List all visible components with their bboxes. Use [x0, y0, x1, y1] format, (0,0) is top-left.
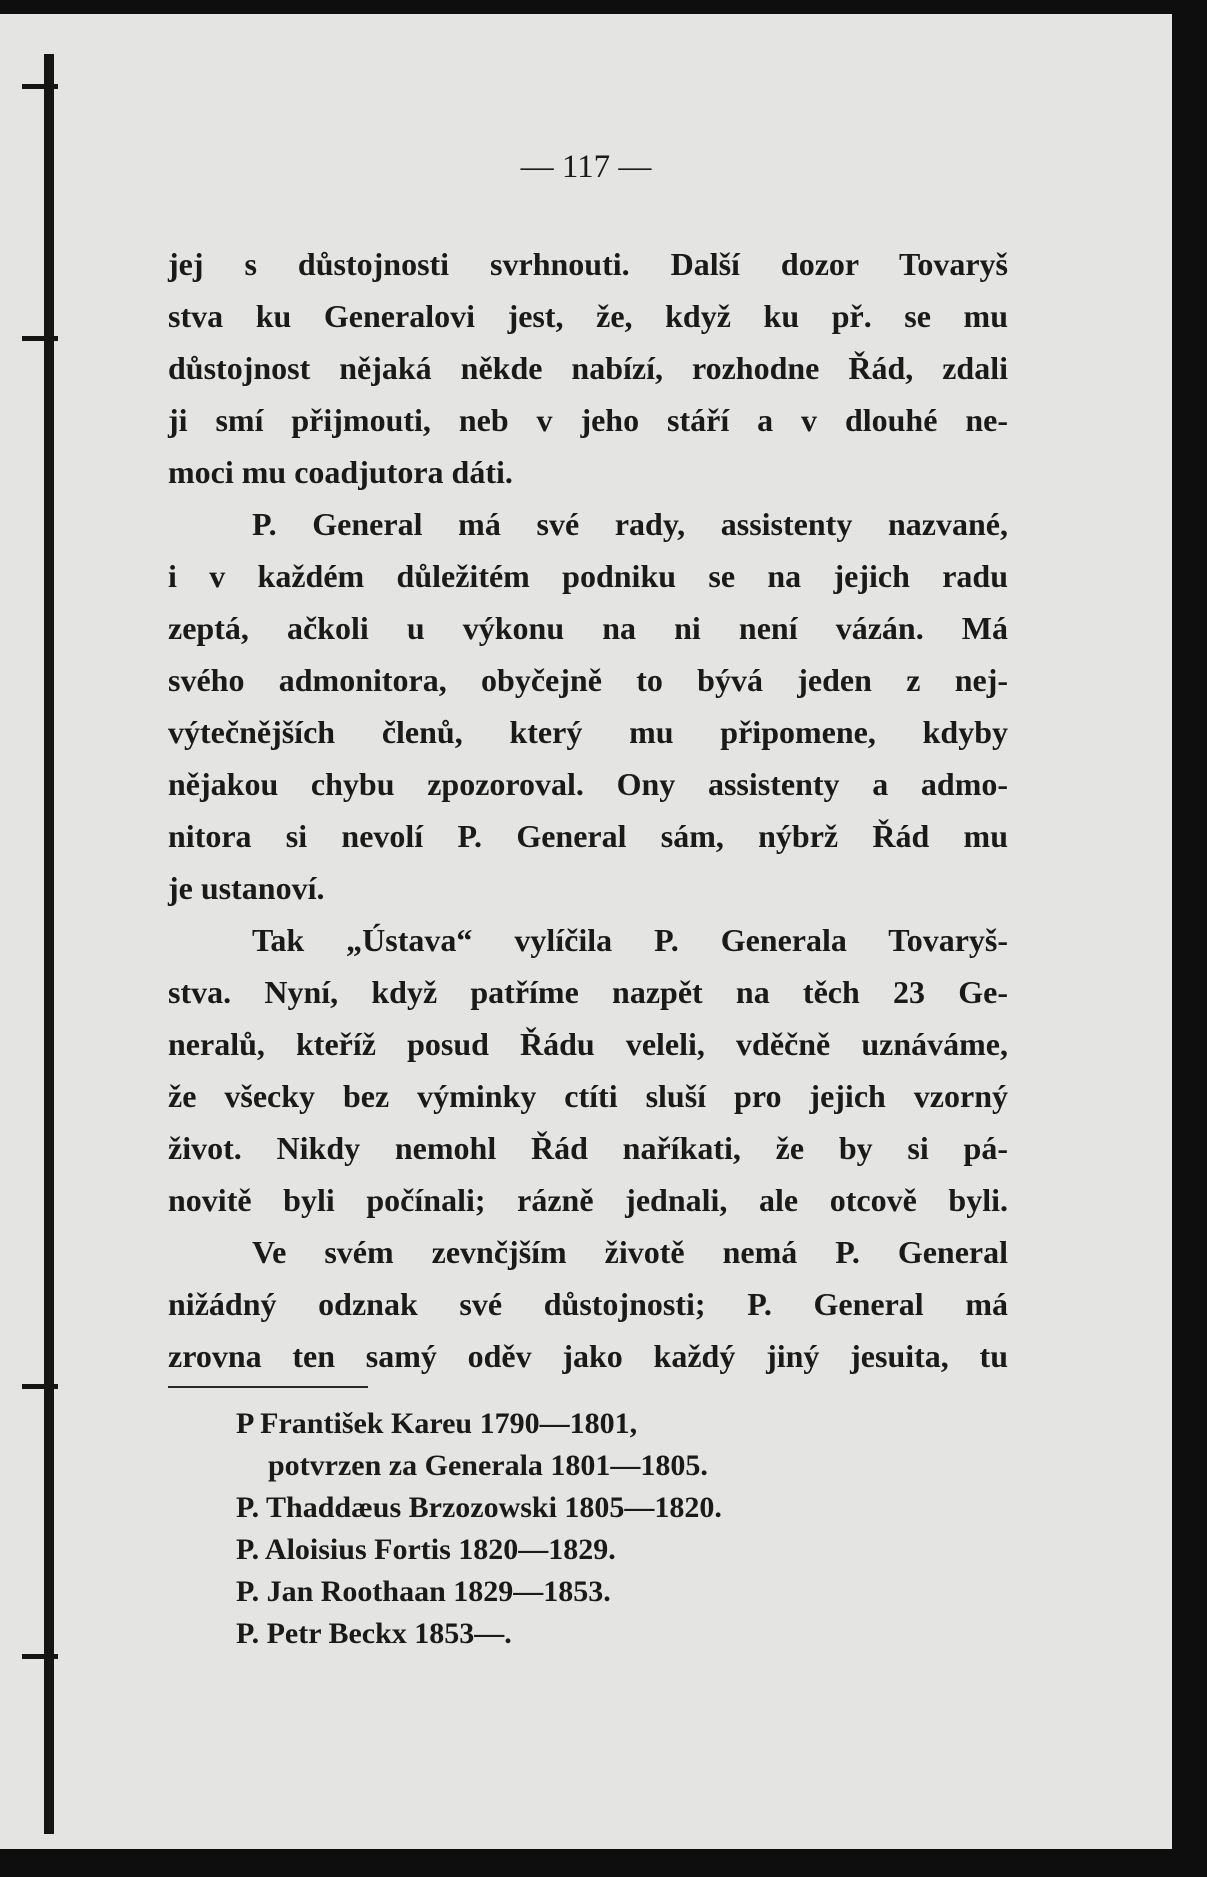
text-line: novitě byli počínali; rázně jednali, ale otcově byli.	[168, 1182, 1008, 1218]
text-line: nižádný odznak své důstojnosti; P. General má	[168, 1286, 1008, 1322]
footnote-rule	[168, 1386, 368, 1388]
footnote-line: P. Jan Roothaan 1829—1853.	[236, 1575, 611, 1608]
text-line: Tak „Ústava“ vylíčila P. Generala Tovaryš-	[252, 922, 1008, 958]
text-line: život. Nikdy nemohl Řád naříkati, že by si pá-	[168, 1130, 1008, 1166]
text-line: důstojnost nějaká někde nabízí, rozhodne Řád, zdali	[168, 350, 1008, 386]
text-line: výtečnějších členů, který mu připomene, kdyby	[168, 714, 1008, 750]
binding-mark	[22, 84, 58, 89]
text-line: nějakou chybu zpozoroval. Ony assistenty a admo-	[168, 766, 1008, 802]
text-line: jej s důstojnosti svrhnouti. Další dozor Tovaryš	[168, 246, 1008, 282]
text-line: zrovna ten samý oděv jako každý jiný jesuita, tu	[168, 1338, 1008, 1374]
text-line: neralů, kteříž posud Řádu veleli, vděčně uznáváme,	[168, 1026, 1008, 1062]
text-line: P. General má své rady, assistenty nazvané,	[252, 506, 1008, 542]
text-line: stva. Nyní, když patříme nazpět na těch 23 Ge-	[168, 974, 1008, 1010]
footnote-line: P. Petr Beckx 1853—.	[236, 1617, 512, 1650]
footnote-line: potvrzen za Generala 1801—1805.	[268, 1449, 708, 1482]
text-line: zeptá, ačkoli u výkonu na ni není vázán. Má	[168, 610, 1008, 646]
text-line: i v každém důležitém podniku se na jejich radu	[168, 558, 1008, 594]
footnote-line: P František Kareu 1790—1801,	[236, 1407, 638, 1440]
binding-edge	[44, 54, 54, 1834]
text-line: stva ku Generalovi jest, že, když ku př. se mu	[168, 298, 1008, 334]
binding-mark	[22, 1654, 58, 1659]
footnote-line: P. Aloisius Fortis 1820—1829.	[236, 1533, 616, 1566]
text-line: moci mu coadjutora dáti.	[168, 454, 513, 490]
text-line: Ve svém zevnčjším životě nemá P. General	[252, 1234, 1008, 1270]
binding-mark	[22, 1384, 58, 1389]
text-line: že všecky bez výminky ctíti sluší pro jejich vzorný	[168, 1078, 1008, 1114]
binding-mark	[22, 336, 58, 341]
page-number: — 117 —	[520, 149, 652, 185]
footnote-line: P. Thaddæus Brzozowski 1805—1820.	[236, 1491, 722, 1524]
book-page	[0, 14, 1172, 1849]
text-line: svého admonitora, obyčejně to bývá jeden z nej-	[168, 662, 1008, 698]
text-line: ji smí přijmouti, neb v jeho stáří a v dlouhé ne-	[168, 402, 1008, 438]
text-line: je ustanoví.	[168, 870, 325, 906]
text-line: nitora si nevolí P. General sám, nýbrž Řád mu	[168, 818, 1008, 854]
